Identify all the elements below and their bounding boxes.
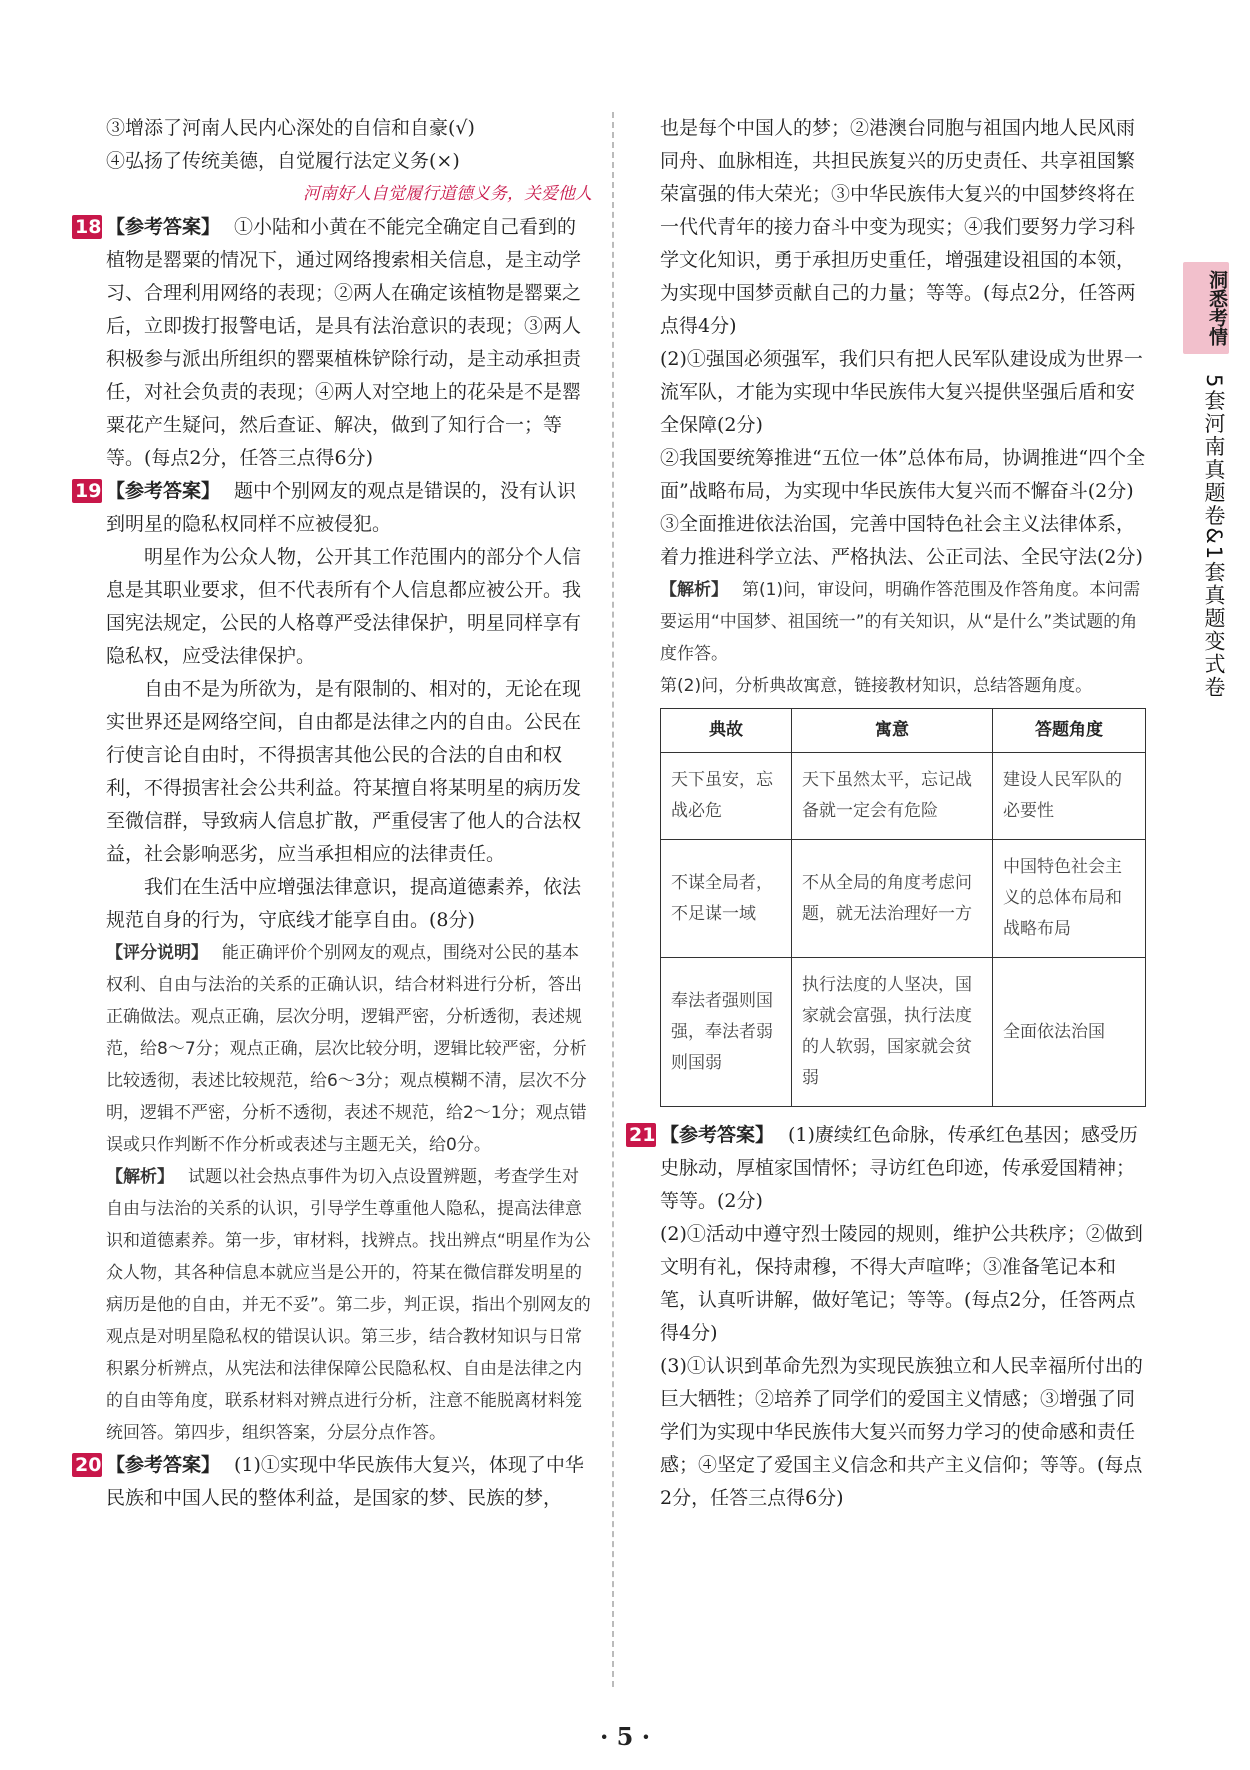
intro-line-4: ④弘扬了传统美德，自觉履行法定义务(×) [106,150,460,172]
page-number: · 5 · [599,1722,651,1751]
scoring-notes [106,937,592,1161]
answer-19-para-1: 明星作为公众人物，公开其工作范围内的部分个人信息是其职业要求，但不代表所有个人信息都应被公开。我国宪法规定，公民的人格尊严受法律保护，明星同样享有隐私权，应受法律保护。 [106,546,582,667]
sidebar-tag: 洞悉考情 [1183,262,1229,354]
answer-20-text: (1)①实现中华民族伟大复兴，体现了中华民族和中国人民的整体利益，是国家的梦、民族的梦， [106,1454,584,1509]
answer-20-continued: 也是每个中国人的梦；②港澳台同胞与祖国内地人民风雨同舟、血脉相连，共担民族复兴的历史责任、共享祖国繁荣富强的伟大荣光；③中华民族伟大复兴的中国梦终将在一代代青年的接力奋斗中变为现实；④我们要努力学习科学文化知识，勇于承担历史重任，增强建设祖国的本领，为实现中国梦贡献自己的力量；等等。(每点2分，任答两点得4分) [660,117,1136,337]
table-header: 典故 [661,709,792,753]
left-column [75,112,592,1515]
sidebar-text: 5套河南真题卷&1套真题变式卷 [1202,374,1226,700]
answer-label: 【参考答案】 [106,1454,221,1476]
analysis-20-text: 第(1)问，审设问，明确作答范围及作答角度。本问需要运用“中国梦、祖国统一”的有关知识，从“是什么”类试题的角度作答。 [660,580,1141,664]
intro-line-3: ③增添了河南人民内心深处的自信和自豪(√) [106,117,475,139]
analysis-label: 【解析】 [106,1167,174,1187]
table-cell: 天下虽安，忘战必危 [661,753,792,840]
table-header-row [661,709,1146,753]
answer-19-para-2: 自由不是为所欲为，是有限制的、相对的，无论在现实世界还是网络空间，自由都是法律之内的自由。公民在行使言论自由时，不得损害其他公民的合法的自由和权利，不得损害社会公共利益。符某擅自将某明星的病历发至微信群，导致病人信息扩散，严重侵害了他人的合法权益，社会影响恶劣，应当承担相应的法律责任。 [106,678,582,865]
answer-21-part3: (3)①认识到革命先烈为实现民族独立和人民幸福所付出的巨大牺牲；②培养了同学们的爱国主义情感；③增强了同学们为实现中华民族伟大复兴而努力学习的使命感和责任感；④坚定了爱国主义信念和共产主义信仰；等等。(每点2分，任答三点得6分) [660,1355,1143,1509]
table-cell: 不从全局的角度考虑问题，就无法治理好一方 [792,840,993,958]
allusion-table [660,708,1146,1107]
table-header: 寓意 [792,709,993,753]
scoring-label: 【评分说明】 [106,943,208,963]
answer-20-part2-1: (2)①强国必须强军，我们只有把人民军队建设成为世界一流军队，才能为实现中华民族伟大复兴提供坚强后盾和安全保障(2分) [660,348,1143,436]
table-cell: 中国特色社会主义的总体布局和战略布局 [993,840,1146,958]
analysis-20 [660,574,1146,670]
answer-18 [75,211,592,475]
analysis-19-text: 试题以社会热点事件为切入点设置辨题，考查学生对自由与法治的关系的认识，引导学生尊重他人隐私，提高法律意识和道德素养。第一步，审材料，找辨点。找出辨点“明星作为公众人物，其各种信息本就应当是公开的，符某在微信群发明星的病历是他的自由，并无不妥”。第二步，判正误，指出个别网友的观点是对明星隐私权的错误认识。第三步，结合教材知识与日常积累分析辨点，从宪法和法律保障公民隐私权、自由是法律之内的自由等角度，联系材料对辨点进行分析，注意不能脱离材料笼统回答。第四步，组织答案，分层分点作答。 [106,1167,591,1443]
answer-19 [75,475,592,541]
answer-label: 【参考答案】 [106,216,221,238]
question-number-20: 20 [72,1453,102,1477]
answer-21 [629,1119,1146,1218]
answer-19-text: 题中个别网友的观点是错误的，没有认识到明星的隐私权同样不应被侵犯。 [106,480,577,535]
table-row [661,840,1146,958]
answer-21-part2: (2)①活动中遵守烈士陵园的规则，维护公共秩序；②做到文明有礼，保持肃穆，不得大声喧哗；③准备笔记本和笔，认真听讲解，做好笔记；等等。(每点2分，任答两点得4分) [660,1223,1143,1344]
handwritten-note: 河南好人自觉履行道德义务，关爱他人 [303,184,592,204]
table-header: 答题角度 [993,709,1146,753]
question-number-21: 21 [626,1123,656,1147]
sidebar [1183,262,1229,699]
answer-20-part2-2: ②我国要统筹推进“五位一体”总体布局，协调推进“四个全面”战略布局，为实现中华民族伟大复兴而不懈奋斗(2分) [660,447,1146,502]
answer-20 [75,1449,592,1515]
answer-20-part2-3: ③全面推进依法治国，完善中国特色社会主义法律体系，着力推进科学立法、严格执法、公正司法、全民守法(2分) [660,513,1143,568]
table-cell: 奉法者强则国强，奉法者弱则国弱 [661,958,792,1107]
analysis-label: 【解析】 [660,580,728,600]
table-cell: 建设人民军队的必要性 [993,753,1146,840]
column-divider [612,112,614,1687]
answer-21-text: (1)赓续红色命脉，传承红色基因；感受历史脉动，厚植家国情怀；寻访红色印迹，传承爱国精神；等等。(2分) [660,1124,1138,1212]
question-number-19: 19 [72,479,102,503]
table-cell: 执行法度的人坚决，国家就会富强，执行法度的人软弱，国家就会贫弱 [792,958,993,1107]
table-row [661,753,1146,840]
analysis-20-part2: 第(2)问，分析典故寓意，链接教材知识，总结答题角度。 [660,676,1093,696]
analysis-19 [106,1161,592,1449]
scoring-text: 能正确评价个别网友的观点，围绕对公民的基本权利、自由与法治的关系的正确认识，结合材料进行分析，答出正确做法。观点正确，层次分明，逻辑严密，分析透彻，表述规范，给8～7分；观点正确，层次比较分明，逻辑比较严密，分析比较透彻，表述比较规范，给6～3分；观点模糊不清，层次不分明，逻辑不严密，分析不透彻，表述不规范，给2～1分；观点错误或只作判断不作分析或表述与主题无关，给0分。 [106,943,587,1155]
answer-label: 【参考答案】 [660,1124,775,1146]
table-row [661,958,1146,1107]
answer-label: 【参考答案】 [106,480,221,502]
right-column [629,112,1146,1515]
table-cell: 不谋全局者，不足谋一域 [661,840,792,958]
answer-18-text: ①小陆和小黄在不能完全确定自己看到的植物是罂粟的情况下，通过网络搜索相关信息，是主动学习、合理利用网络的表现；②两人在确定该植物是罂粟之后，立即拨打报警电话，是具有法治意识的表现；③两人积极参与派出所组织的罂粟植株铲除行动，是主动承担责任，对社会负责的表现；④两人对空地上的花朵是不是罂粟花产生疑问，然后查证、解决，做到了知行合一；等等。(每点2分，任答三点得6分) [106,216,582,469]
table-cell: 全面依法治国 [993,958,1146,1107]
answer-19-para-3: 我们在生活中应增强法律意识，提高道德素养，依法规范自身的行为，守底线才能享自由。(8分) [106,876,582,931]
table-cell: 天下虽然太平，忘记战备就一定会有危险 [792,753,993,840]
question-number-18: 18 [72,215,102,239]
